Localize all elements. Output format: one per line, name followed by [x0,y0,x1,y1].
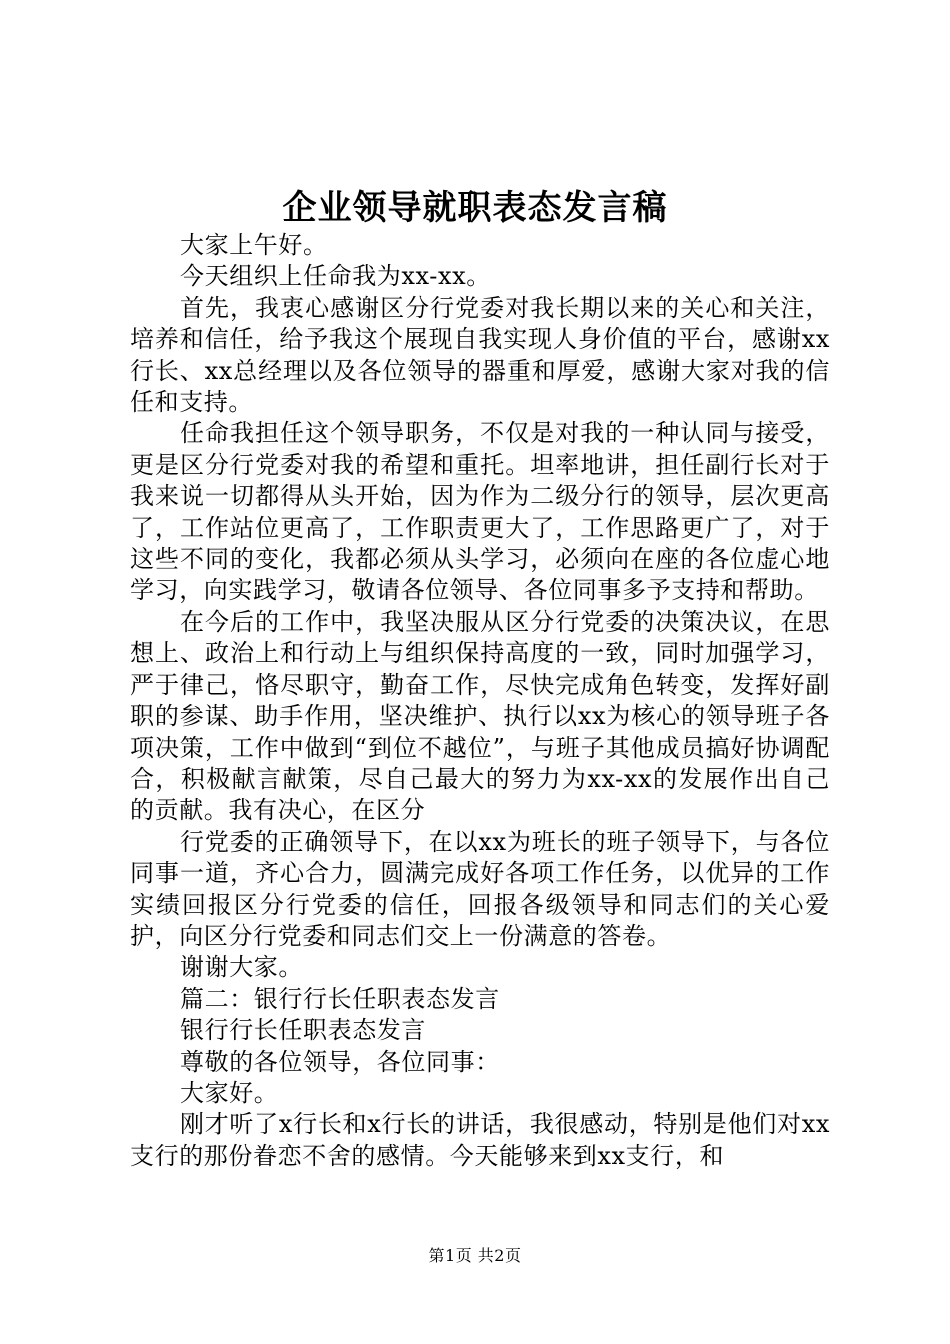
paragraph-leadership: 行党委的正确领导下，在以xx为班长的班子领导下，与各位同事一道，齐心合力，圆满完成好各项工作任务，以优异的工作实绩回报区分行党委的信任，回报各级领导和同志们的关心爱护，向区分行党委和同志们交上一份满意的答卷。 [130,827,830,950]
paragraph-closing: 谢谢大家。 [180,953,303,982]
paragraph-thanks: 首先，我衷心感谢区分行党委对我长期以来的关心和关注，培养和信任，给予我这个展现自我实现人身价值的平台，感谢xx行长、xx总经理以及各位领导的器重和厚爱，感谢大家对我的信任和支持。 [130,293,830,417]
paragraph-appointment: 今天组织上任命我为xx-xx。 [180,262,491,291]
section-subtitle: 银行行长任职表态发言 [180,1016,426,1045]
document-title: 企业领导就职表态发言稿 [282,188,668,228]
paragraph-hello: 大家好。 [180,1078,279,1107]
section-heading: 篇二：银行行长任职表态发言 [180,984,500,1013]
paragraph-greeting: 大家上午好。 [180,231,328,259]
salutation: 尊敬的各位领导，各位同事： [180,1047,500,1076]
document-body [130,230,830,1172]
page-number: 第1页 共2页 [428,1246,522,1265]
paragraph-commitment: 在今后的工作中，我坚决服从区分行党委的决策决议，在思想上、政治上和行动上与组织保持高度的一致，同时加强学习，严于律己，恪尽职守，勤奋工作，尽快完成角色转变，发挥好副职的参谋、助手作用，坚决维护、执行以xx为核心的领导班子各项决策，工作中做到“到位不越位”，与班子其他成员搞好协调配合，积极献言献策，尽自己最大的努力为xx-xx的发展作出自己的贡献。我有决心，在区分 [130,607,830,825]
paragraph-speech-start: 刚才听了x行长和x行长的讲话，我很感动，特别是他们对xx支行的那份眷恋不舍的感情。今天能够来到xx支行，和 [130,1110,830,1170]
paragraph-responsibility: 任命我担任这个领导职务，不仅是对我的一种认同与接受，更是区分行党委对我的希望和重托。坦率地讲，担任副行长对于我来说一切都得从头开始，因为作为二级分行的领导，层次更高了，工作站位更高了，工作职责更大了，工作思路更广了，对于这些不同的变化，我都必须从头学习，必须向在座的各位虚心地学习，向实践学习，敬请各位领导、各位同事多予支持和帮助。 [130,419,830,605]
